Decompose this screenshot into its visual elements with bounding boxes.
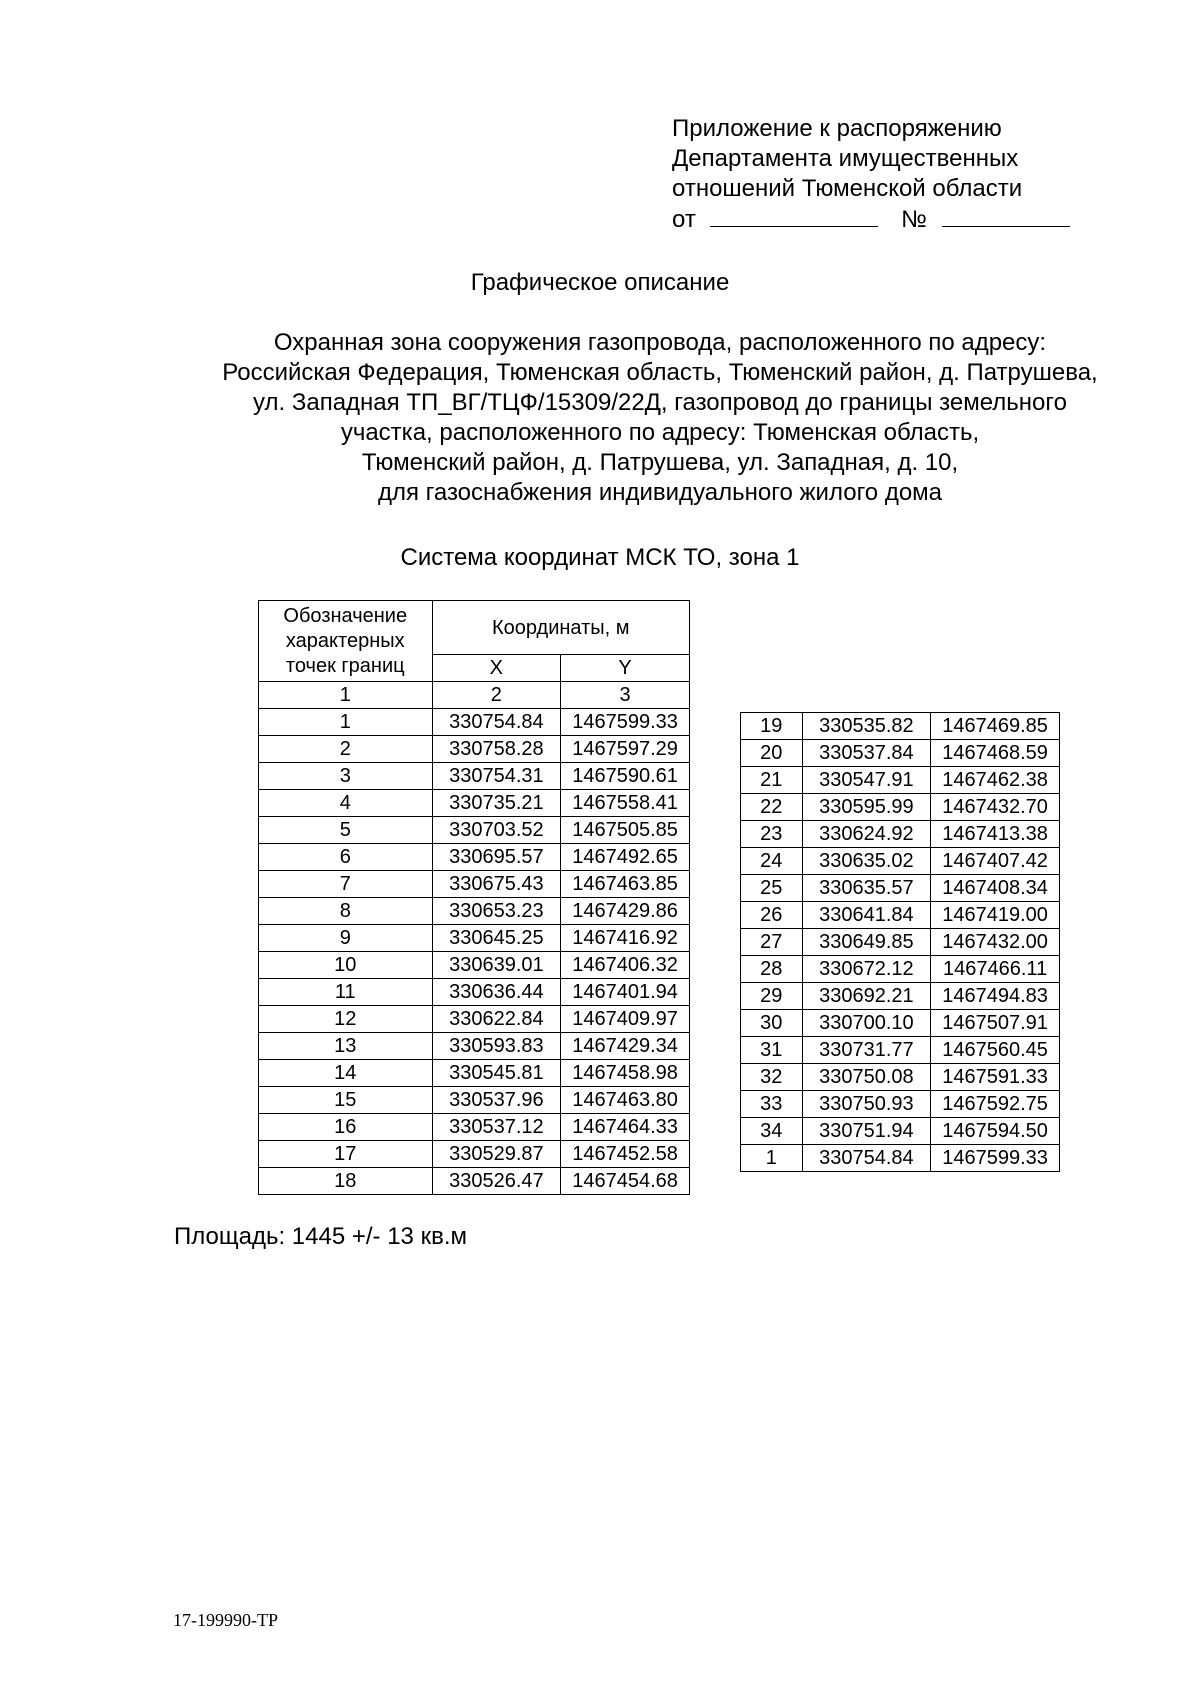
date-blank <box>710 204 878 227</box>
x-coordinate: 330635.57 <box>802 875 931 902</box>
x-coordinate: 330529.87 <box>432 1141 561 1168</box>
y-coordinate: 1467429.86 <box>561 898 690 925</box>
table-row <box>259 1060 690 1087</box>
y-coordinate: 1467452.58 <box>561 1141 690 1168</box>
table-row <box>259 1006 690 1033</box>
table-row <box>741 1091 1060 1118</box>
x-coordinate: 330735.21 <box>432 790 561 817</box>
point-number: 11 <box>259 979 433 1006</box>
zone-description <box>0 328 1200 508</box>
table-row <box>741 740 1060 767</box>
appendix-line: отношений Тюменской области <box>672 175 1023 202</box>
x-coordinate: 330695.57 <box>432 844 561 871</box>
y-coordinate: 1467463.80 <box>561 1087 690 1114</box>
table-row <box>741 1064 1060 1091</box>
point-number: 34 <box>741 1118 803 1145</box>
x-coordinate: 330535.82 <box>802 713 931 740</box>
point-number: 32 <box>741 1064 803 1091</box>
description-line: Охранная зона сооружения газопровода, расположенного по адресу: <box>273 329 1047 356</box>
table-row <box>259 952 690 979</box>
table-row <box>741 1010 1060 1037</box>
x-coordinate: 330593.83 <box>432 1033 561 1060</box>
point-number: 17 <box>259 1141 433 1168</box>
y-coordinate: 1467590.61 <box>561 763 690 790</box>
x-coordinate: 330754.84 <box>802 1145 931 1172</box>
point-number: 1 <box>259 709 433 736</box>
table-row <box>741 713 1060 740</box>
x-coordinate: 330675.43 <box>432 871 561 898</box>
y-coordinate: 1467419.00 <box>931 902 1060 929</box>
y-coordinate: 1467494.83 <box>931 983 1060 1010</box>
point-number: 23 <box>741 821 803 848</box>
y-coordinate: 1467464.33 <box>561 1114 690 1141</box>
header-x: X <box>432 655 561 682</box>
y-coordinate: 1467458.98 <box>561 1060 690 1087</box>
table-row <box>259 763 690 790</box>
point-number: 7 <box>259 871 433 898</box>
x-coordinate: 330526.47 <box>432 1168 561 1195</box>
x-coordinate: 330545.81 <box>432 1060 561 1087</box>
table-row <box>741 929 1060 956</box>
table-row <box>741 1118 1060 1145</box>
point-number: 27 <box>741 929 803 956</box>
table-row <box>259 1168 690 1195</box>
y-coordinate: 1467407.42 <box>931 848 1060 875</box>
column-number: 1 <box>259 682 433 709</box>
x-coordinate: 330692.21 <box>802 983 931 1010</box>
x-coordinate: 330547.91 <box>802 767 931 794</box>
point-number: 4 <box>259 790 433 817</box>
table-row <box>741 875 1060 902</box>
table-row <box>259 790 690 817</box>
point-number: 15 <box>259 1087 433 1114</box>
point-number: 24 <box>741 848 803 875</box>
header-y: Y <box>561 655 690 682</box>
point-number: 25 <box>741 875 803 902</box>
y-coordinate: 1467454.68 <box>561 1168 690 1195</box>
table-row <box>259 898 690 925</box>
coordinate-system: Система координат МСК ТО, зона 1 <box>400 544 800 571</box>
x-coordinate: 330750.08 <box>802 1064 931 1091</box>
point-number: 31 <box>741 1037 803 1064</box>
y-coordinate: 1467463.85 <box>561 871 690 898</box>
point-number: 18 <box>259 1168 433 1195</box>
y-coordinate: 1467599.33 <box>561 709 690 736</box>
y-coordinate: 1467432.00 <box>931 929 1060 956</box>
y-coordinate: 1467599.33 <box>931 1145 1060 1172</box>
table-row <box>259 979 690 1006</box>
table-row <box>741 767 1060 794</box>
y-coordinate: 1467468.59 <box>931 740 1060 767</box>
table-row <box>741 902 1060 929</box>
description-line: участка, расположенного по адресу: Тюменская область, <box>340 419 980 446</box>
x-coordinate: 330758.28 <box>432 736 561 763</box>
description-line: Тюменский район, д. Патрушева, ул. Западная, д. 10, <box>361 449 959 476</box>
y-coordinate: 1467408.34 <box>931 875 1060 902</box>
y-coordinate: 1467413.38 <box>931 821 1060 848</box>
x-coordinate: 330731.77 <box>802 1037 931 1064</box>
number-label: № <box>901 206 927 233</box>
table-row <box>741 1145 1060 1172</box>
y-coordinate: 1467592.75 <box>931 1091 1060 1118</box>
x-coordinate: 330645.25 <box>432 925 561 952</box>
appendix-line: Приложение к распоряжению <box>672 115 1002 142</box>
description-line: Российская Федерация, Тюменская область, Тюменский район, д. Патрушева, <box>222 359 1098 386</box>
number-blank <box>942 204 1070 227</box>
point-number: 9 <box>259 925 433 952</box>
table-row <box>259 1033 690 1060</box>
y-coordinate: 1467416.92 <box>561 925 690 952</box>
x-coordinate: 330624.92 <box>802 821 931 848</box>
point-number: 20 <box>741 740 803 767</box>
x-coordinate: 330635.02 <box>802 848 931 875</box>
table-row <box>259 844 690 871</box>
x-coordinate: 330622.84 <box>432 1006 561 1033</box>
y-coordinate: 1467594.50 <box>931 1118 1060 1145</box>
point-number: 10 <box>259 952 433 979</box>
coordinates-table-continued <box>740 712 1060 1172</box>
point-number: 16 <box>259 1114 433 1141</box>
point-number: 26 <box>741 902 803 929</box>
table-row <box>741 956 1060 983</box>
y-coordinate: 1467560.45 <box>931 1037 1060 1064</box>
point-number: 14 <box>259 1060 433 1087</box>
y-coordinate: 1467432.70 <box>931 794 1060 821</box>
y-coordinate: 1467591.33 <box>931 1064 1060 1091</box>
table-row <box>259 1087 690 1114</box>
point-number: 29 <box>741 983 803 1010</box>
y-coordinate: 1467505.85 <box>561 817 690 844</box>
y-coordinate: 1467469.85 <box>931 713 1060 740</box>
y-coordinate: 1467492.65 <box>561 844 690 871</box>
table-row <box>259 925 690 952</box>
x-coordinate: 330537.12 <box>432 1114 561 1141</box>
table-row <box>259 709 690 736</box>
x-coordinate: 330751.94 <box>802 1118 931 1145</box>
x-coordinate: 330636.44 <box>432 979 561 1006</box>
table-row <box>259 871 690 898</box>
y-coordinate: 1467466.11 <box>931 956 1060 983</box>
x-coordinate: 330537.84 <box>802 740 931 767</box>
x-coordinate: 330672.12 <box>802 956 931 983</box>
y-coordinate: 1467401.94 <box>561 979 690 1006</box>
column-number: 2 <box>432 682 561 709</box>
point-number: 6 <box>259 844 433 871</box>
table-row <box>259 1114 690 1141</box>
x-coordinate: 330653.23 <box>432 898 561 925</box>
appendix-block <box>672 114 1070 235</box>
point-number: 22 <box>741 794 803 821</box>
area-text: Площадь: 1445 +/- 13 кв.м <box>174 1223 467 1250</box>
point-number: 21 <box>741 767 803 794</box>
x-coordinate: 330639.01 <box>432 952 561 979</box>
y-coordinate: 1467462.38 <box>931 767 1060 794</box>
point-number: 2 <box>259 736 433 763</box>
document-code: 17-199990-ТР <box>173 1610 278 1630</box>
y-coordinate: 1467429.34 <box>561 1033 690 1060</box>
point-number: 12 <box>259 1006 433 1033</box>
header-points: Обозначение характерных точек границ <box>259 601 433 682</box>
point-number: 1 <box>741 1145 803 1172</box>
header-coords: Координаты, м <box>432 601 689 655</box>
table-row <box>741 821 1060 848</box>
y-coordinate: 1467507.91 <box>931 1010 1060 1037</box>
point-number: 5 <box>259 817 433 844</box>
point-number: 8 <box>259 898 433 925</box>
x-coordinate: 330700.10 <box>802 1010 931 1037</box>
y-coordinate: 1467409.97 <box>561 1006 690 1033</box>
column-number: 3 <box>561 682 690 709</box>
table-row <box>259 817 690 844</box>
point-number: 28 <box>741 956 803 983</box>
table-row <box>741 848 1060 875</box>
table-row <box>259 1141 690 1168</box>
table-row <box>741 1037 1060 1064</box>
x-coordinate: 330750.93 <box>802 1091 931 1118</box>
column-number-row <box>259 682 690 709</box>
page-title: Графическое описание <box>470 269 730 296</box>
x-coordinate: 330595.99 <box>802 794 931 821</box>
description-line: ул. Западная ТП_ВГ/ТЦФ/15309/22Д, газопровод до границы земельного <box>253 389 1067 416</box>
point-number: 13 <box>259 1033 433 1060</box>
x-coordinate: 330649.85 <box>802 929 931 956</box>
table-row <box>259 736 690 763</box>
from-label: от <box>672 206 696 233</box>
appendix-date-line <box>672 204 1070 235</box>
coordinates-table <box>258 600 690 1195</box>
description-line: для газоснабжения индивидуального жилого дома <box>377 479 943 506</box>
x-coordinate: 330754.84 <box>432 709 561 736</box>
appendix-line: Департамента имущественных <box>672 145 1019 172</box>
point-number: 3 <box>259 763 433 790</box>
y-coordinate: 1467597.29 <box>561 736 690 763</box>
table-row <box>741 794 1060 821</box>
x-coordinate: 330641.84 <box>802 902 931 929</box>
point-number: 30 <box>741 1010 803 1037</box>
point-number: 19 <box>741 713 803 740</box>
x-coordinate: 330703.52 <box>432 817 561 844</box>
x-coordinate: 330754.31 <box>432 763 561 790</box>
y-coordinate: 1467558.41 <box>561 790 690 817</box>
point-number: 33 <box>741 1091 803 1118</box>
table-row <box>741 983 1060 1010</box>
table-header-row <box>259 601 690 655</box>
y-coordinate: 1467406.32 <box>561 952 690 979</box>
x-coordinate: 330537.96 <box>432 1087 561 1114</box>
